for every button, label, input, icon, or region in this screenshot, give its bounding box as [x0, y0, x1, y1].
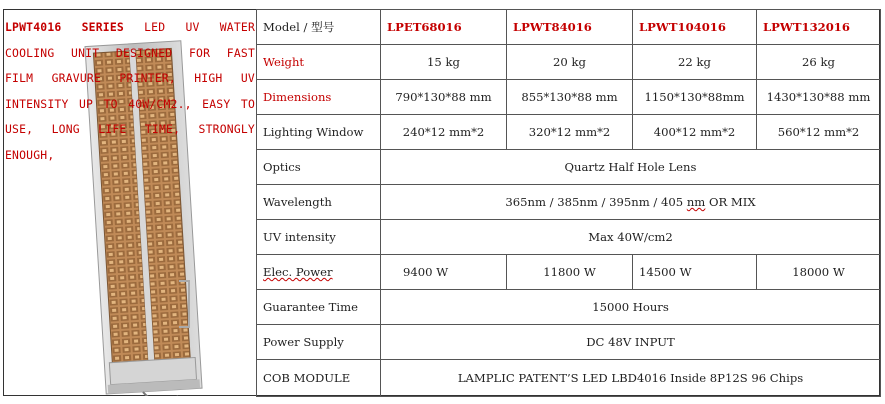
guarantee-value: 15000 Hours: [381, 290, 881, 325]
row-label-guarantee: Guarantee Time: [257, 290, 381, 325]
table-row: [257, 360, 881, 397]
table-row: [257, 325, 881, 360]
table-row: [257, 185, 881, 220]
row-label-elec-power: [257, 255, 381, 290]
weight-value: 20 kg: [507, 45, 633, 80]
product-panel: [3, 9, 257, 396]
description-text: LED UV WATER COOLING UNIT DESIGNED FOR FAST FILM GRAVURE PRINTER, HIGH UV INTENSITY UP TO 40W/CM2., EASY TO USE, LONG LIFE TIME, STRONGLY ENOUGH,: [5, 20, 255, 162]
dimension-value: 1150*130*88mm: [633, 80, 757, 115]
window-value: 400*12 mm*2: [633, 115, 757, 150]
power-supply-value: DC 48V INPUT: [381, 325, 881, 360]
wavelength-value: [381, 185, 881, 220]
row-label-cob-module: COB MODULE: [257, 360, 381, 397]
weight-value: 15 kg: [381, 45, 507, 80]
wavelength-list: 365nm / 385nm / 395nm / 405: [505, 195, 687, 209]
window-value: 240*12 mm*2: [381, 115, 507, 150]
row-label-weight: Weight: [257, 45, 381, 80]
dimension-value: 855*130*88 mm: [507, 80, 633, 115]
uv-intensity-value: Max 40W/cm2: [381, 220, 881, 255]
table-row: [257, 45, 881, 80]
table-row: [257, 10, 881, 45]
row-label-uv-intensity: UV intensity: [257, 220, 381, 255]
table-row: [257, 80, 881, 115]
wavelength-mix: OR MIX: [705, 195, 756, 209]
dimension-value: 790*130*88 mm: [381, 80, 507, 115]
series-title: LPWT4016 SERIES: [5, 20, 124, 34]
model-name: LPWT104016: [633, 10, 757, 45]
window-value: 320*12 mm*2: [507, 115, 633, 150]
model-name: LPWT132016: [757, 10, 881, 45]
model-name: LPWT84016: [507, 10, 633, 45]
spec-table: [256, 9, 881, 397]
model-label: Model / 型号: [257, 10, 381, 45]
row-label-power-supply: Power Supply: [257, 325, 381, 360]
weight-value: 22 kg: [633, 45, 757, 80]
power-value: 18000 W: [757, 255, 881, 290]
row-label-lighting-window: Lighting Window: [257, 115, 381, 150]
window-value: 560*12 mm*2: [757, 115, 881, 150]
wavelength-unit: nm: [686, 195, 706, 209]
optics-value: Quartz Half Hole Lens: [381, 150, 881, 185]
model-name: LPET68016: [381, 10, 507, 45]
table-row: [257, 220, 881, 255]
row-label-dimensions: Dimensions: [257, 80, 381, 115]
power-value: 9400 W: [381, 255, 507, 290]
cob-module-value: LAMPLIC PATENT’S LED LBD4016 Inside 8P12S 96 Chips: [381, 360, 881, 397]
power-value: 14500 W: [633, 255, 757, 290]
table-row: [257, 150, 881, 185]
table-row: [257, 115, 881, 150]
weight-value: 26 kg: [757, 45, 881, 80]
product-description: [5, 15, 255, 168]
row-label-optics: Optics: [257, 150, 381, 185]
table-row: [257, 290, 881, 325]
power-value: 11800 W: [507, 255, 633, 290]
table-row: [257, 255, 881, 290]
elec-power-label: Elec. Power: [263, 265, 333, 279]
dimension-value: 1430*130*88 mm: [757, 80, 881, 115]
row-label-wavelength: Wavelength: [257, 185, 381, 220]
